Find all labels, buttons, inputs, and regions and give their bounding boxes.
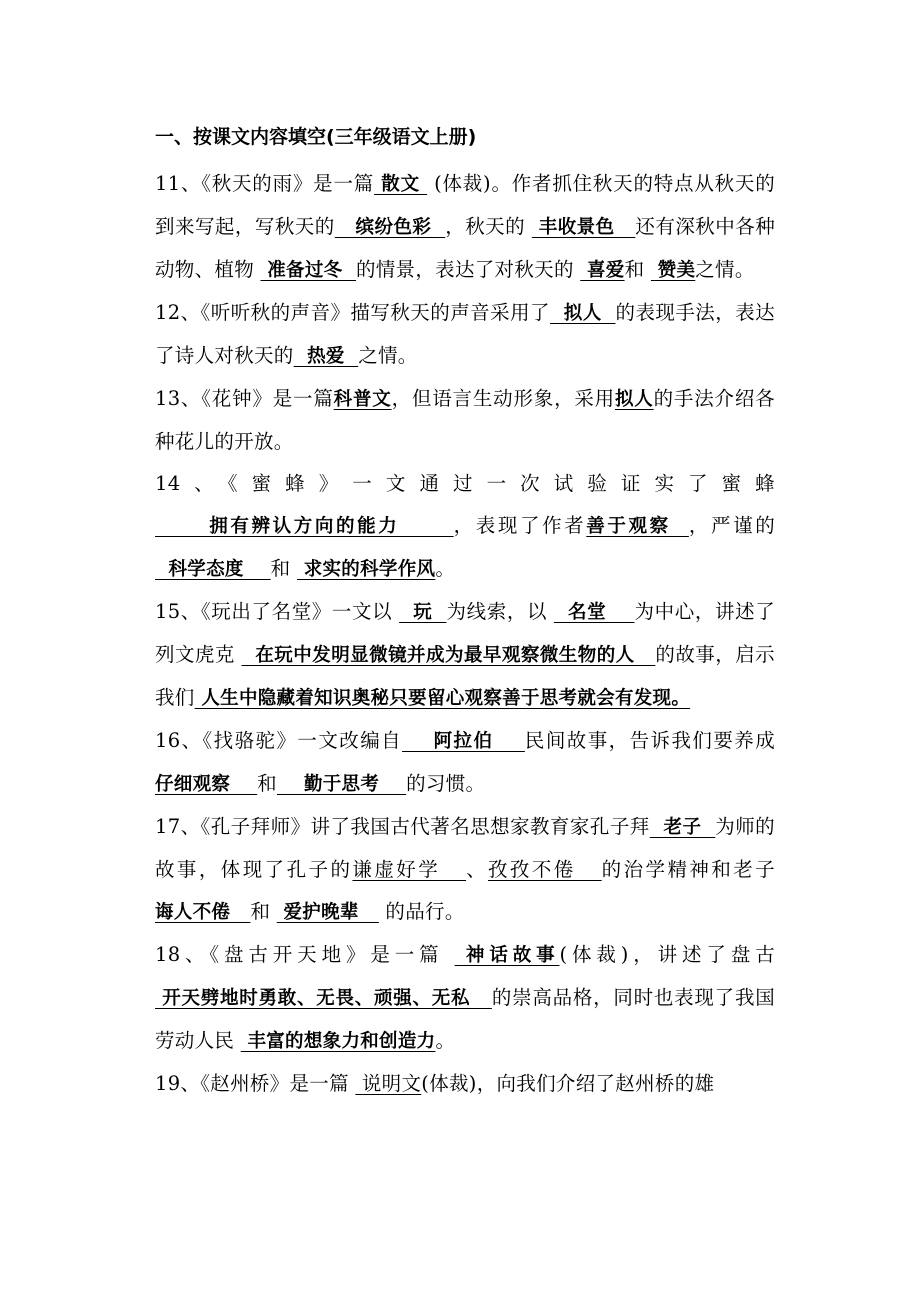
question-text: 的品行。 bbox=[378, 900, 465, 923]
question-text: ，表现了作者 bbox=[453, 514, 587, 537]
answer-blank: 玩 bbox=[399, 602, 447, 623]
question-text: 16、《找骆驼》一文改编自 bbox=[155, 729, 403, 752]
question-text: 的手法介绍各种花儿的开放。 bbox=[155, 387, 775, 453]
answer-blank: 说明文 bbox=[355, 1072, 422, 1095]
section-heading: 一、按课文内容填空(三年级语文上册) bbox=[155, 126, 477, 148]
question-text: 11、《秋天的雨》是一篇 bbox=[155, 172, 375, 195]
question-16 bbox=[155, 720, 775, 806]
answer-blank: 丰收景色 bbox=[531, 217, 636, 238]
answer-blank: 谦虚好学 bbox=[352, 858, 467, 881]
answer-blank: 求实的科学作风 bbox=[296, 559, 436, 580]
question-text: 之情。 bbox=[358, 344, 418, 367]
question-text: ，但语言生动形象，采用 bbox=[391, 387, 615, 410]
answer-blank: 老子 bbox=[649, 817, 716, 838]
question-text: 。 bbox=[435, 557, 456, 580]
question-text: 为线索，以 bbox=[446, 600, 554, 623]
question-17 bbox=[155, 806, 775, 934]
question-text: 15、《玩出了名堂》一文以 bbox=[155, 600, 400, 623]
question-18 bbox=[155, 934, 775, 1063]
question-text: 的治学精神和老子 bbox=[601, 858, 775, 881]
question-text: 的情景，表达了对秋天的 bbox=[355, 258, 581, 281]
question-text: 还有深秋中各种动物、植物 bbox=[155, 215, 776, 281]
answer-blank: 开天劈地时勇敢、无畏、顽强、无私 bbox=[155, 988, 492, 1009]
question-text: 的习惯。 bbox=[406, 772, 486, 795]
answer-blank: 热爱 bbox=[293, 346, 359, 367]
fill-in-questions bbox=[155, 163, 775, 1105]
question-text: 。 bbox=[435, 1029, 456, 1052]
answer-blank: 赞美 bbox=[650, 260, 696, 281]
answer-blank: 仔细观察 bbox=[155, 774, 258, 795]
question-text: 12、《听听秋的声音》描写秋天的声音采用了 bbox=[155, 301, 550, 324]
question-text: 和 bbox=[257, 772, 277, 795]
answer-blank: 爱护晚辈 bbox=[276, 902, 379, 923]
question-15 bbox=[155, 591, 775, 720]
answer-blank: 科学态度 bbox=[155, 559, 271, 580]
answer-blank: 名堂 bbox=[553, 602, 635, 623]
answer-blank: 在玩中发明显微镜并成为最早观察微生物的人 bbox=[241, 645, 656, 666]
question-text: 的故事，启示我们 bbox=[155, 643, 775, 709]
question-14 bbox=[155, 463, 775, 591]
question-text: 18、《盘古开天地》是一篇 bbox=[155, 943, 455, 966]
question-text: 之情。 bbox=[695, 258, 755, 281]
answer-blank: 人生中隐藏着知识奥秘只要留心观察善于思考就会有发现。 bbox=[194, 688, 691, 709]
question-text: (体裁)，向我们介绍了赵州桥的雄 bbox=[421, 1072, 715, 1095]
answer-blank: 孜孜不倦 bbox=[488, 858, 602, 881]
question-text: 的表现手法，表达了诗人对秋天的 bbox=[155, 301, 775, 367]
answer-blank: 诲人不倦 bbox=[155, 902, 251, 923]
question-text: 和 bbox=[250, 900, 277, 923]
question-text: 为师的故事，体现了孔子的 bbox=[155, 815, 775, 881]
answer-blank: 拟人 bbox=[615, 389, 654, 410]
question-11 bbox=[155, 163, 775, 292]
question-text: (体裁)。作者抓住秋天的特点从秋天的到来写起，写秋天的 bbox=[155, 172, 775, 238]
answer-blank: 拟人 bbox=[549, 303, 616, 324]
question-text: 17、《孔子拜师》讲了我国古代著名思想家教育家孔子拜 bbox=[155, 815, 650, 838]
answer-blank: 拥有辨认方向的能力 bbox=[155, 516, 454, 537]
question-text: 和 bbox=[270, 557, 297, 580]
question-text: 民间故事，告诉我们要养成 bbox=[524, 729, 775, 752]
question-text: ，秋天的 bbox=[445, 215, 532, 238]
answer-blank: 阿拉伯 bbox=[402, 731, 525, 752]
question-19 bbox=[155, 1063, 775, 1105]
answer-blank: 缤纷色彩 bbox=[334, 217, 446, 238]
question-text: 19、《赵州桥》是一篇 bbox=[155, 1072, 356, 1095]
answer-blank: 善于观察 bbox=[586, 516, 689, 537]
question-text: 为中心，讲述了列文虎克 bbox=[155, 600, 775, 666]
question-text: 的崇高品格，同时也表现了我国劳动人民 bbox=[155, 986, 775, 1052]
question-text: (体裁)，讲述了盘古 bbox=[559, 943, 776, 966]
answer-blank: 丰富的想象力和创造力 bbox=[240, 1031, 436, 1052]
question-text: 、 bbox=[466, 858, 488, 881]
answer-blank: 散文 bbox=[374, 174, 428, 195]
answer-blank: 喜爱 bbox=[580, 260, 625, 281]
answer-blank: 神话故事 bbox=[454, 945, 560, 966]
answer-blank: 勤于思考 bbox=[276, 774, 407, 795]
question-13 bbox=[155, 378, 775, 463]
question-12 bbox=[155, 292, 775, 378]
answer-blank: 科普文 bbox=[333, 389, 392, 410]
question-text: 和 bbox=[624, 258, 651, 281]
question-text: 13、《花钟》是一篇 bbox=[155, 387, 334, 410]
question-text: 14、《蜜蜂》一文通过一次试验证实了蜜蜂 bbox=[155, 472, 775, 495]
answer-blank: 准备过冬 bbox=[260, 260, 356, 281]
question-text: ，严谨的 bbox=[688, 514, 775, 537]
